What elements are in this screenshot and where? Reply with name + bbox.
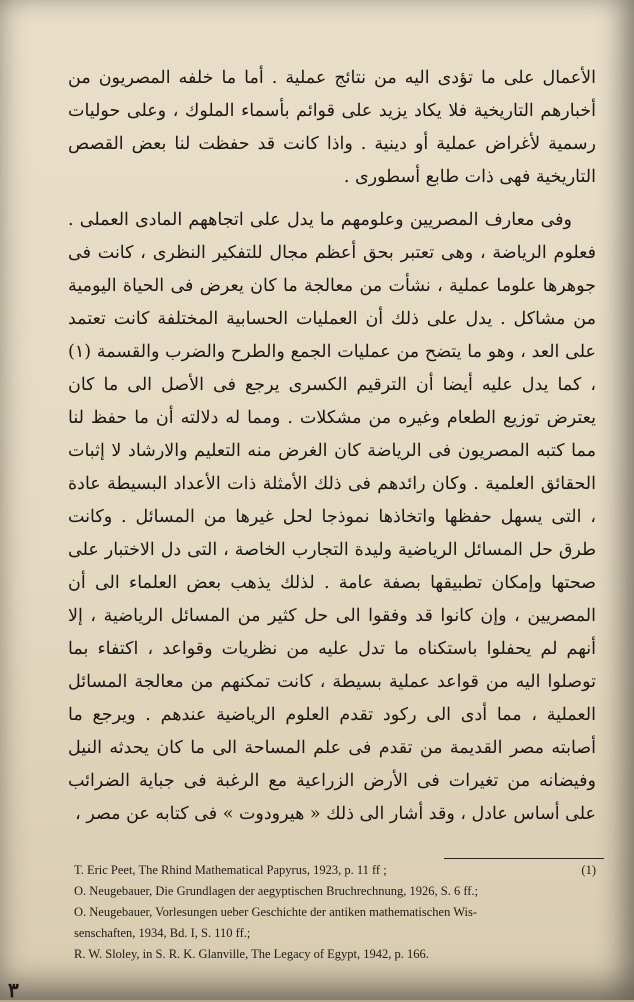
main-text [68,62,596,831]
footnotes [74,860,596,965]
footnote-line [74,902,596,923]
footnote-text: senschaften, 1934, Bd. I, S. 110 ff.; [74,926,251,940]
paragraph-2: وفى معارف المصريين وعلومهم ما يدل على اتجاههم المادى العملى . فعلوم الرياضة ، وهى تعتبر بحق أعظم مجال للتفكير النظرى ، كانت فى جوهرها علوما عملية ، نشأت من معالجة ما كان يعرض فى الحياة اليومية من مشاكل . يدل على ذلك أن العمليات الحسابية المختلفة كانت تعتمد على العد ، وهو ما يتضح من عمليات الجمع والطرح والضرب والقسمة (١) ، كما يدل عليه أيضا أن الترقيم الكسرى يرجع فى الأصل الى ما كان يعترض توزيع الطعام وغيره من مشكلات . ومما له دلالته أن ما حفظ لنا مما كتبه المصريون فى الرياضة كان الغرض منه التعليم والارشاد لا إثبات الحقائق العلمية . وكان رائدهم فى ذلك الأمثلة ذات الأعداد البسيطة عادة ، التى يسهل حفظها واتخاذها نموذجا لحل غيرها من المسائل . وكانت طرق حل المسائل الرياضية وليدة التجارب الخاصة ، التى دل الاختبار على صحتها وإمكان تطبيقها بصفة عامة . لذلك يذهب بعض العلماء الى أن المصريين ، وإن كانوا قد وفقوا الى حل كثير من المسائل الرياضية ، إلا أنهم لم يحفلوا باستكناه ما تدل عليه من نظريات وقواعد ، اكتفاء بما توصلوا اليه من قواعد عملية بسيطة ، كانت تمكنهم من معالجة المسائل العملية ، مما أدى الى ركود تقدم العلوم الرياضية عندهم . ويرجع ما أصابته مصر القديمة من تقدم فى علم المساحة الى ما كان يحدثه النيل وفيضانه من تغيرات فى الأرض الزراعية مع الرغبة فى جباية الضرائب على أساس عادل ، وقد أشار الى ذلك « هيرودوت » فى كتابه عن مصر ، [68,210,596,824]
footnote-line [74,881,596,902]
footnote-text: O. Neugebauer, Vorlesungen ueber Geschichte der antiken mathematischen Wis- [74,905,478,919]
page-number: ٣ [8,978,19,1002]
footnote-line [74,923,596,944]
footnote-line [74,860,596,881]
footnote-marker: (1) [581,863,596,877]
footnote-text: T. Eric Peet, The Rhind Mathematical Papyrus, 1923, p. 11 ff ; [74,863,387,877]
paragraph-1: الأعمال على ما تؤدى اليه من نتائج عملية . أما ما خلفه المصريون من أخبارهم التاريخية فلا يكاد يزيد على قوائم بأسماء الملوك ، وعلى حوليات رسمية لأغراض عملية أو دينية . واذا كانت قد حفظت لنا بعض القصص التاريخية فهى ذات طابع أسطورى . [68,68,596,187]
footnote-text: R. W. Sloley, in S. R. K. Glanville, The Legacy of Egypt, 1942, p. 166. [74,947,429,961]
footnote-line [74,944,596,965]
footnote-text: O. Neugebauer, Die Grundlagen der aegyptischen Bruchrechnung, 1926, S. 6 ff.; [74,884,479,898]
footnote-rule [444,858,604,859]
